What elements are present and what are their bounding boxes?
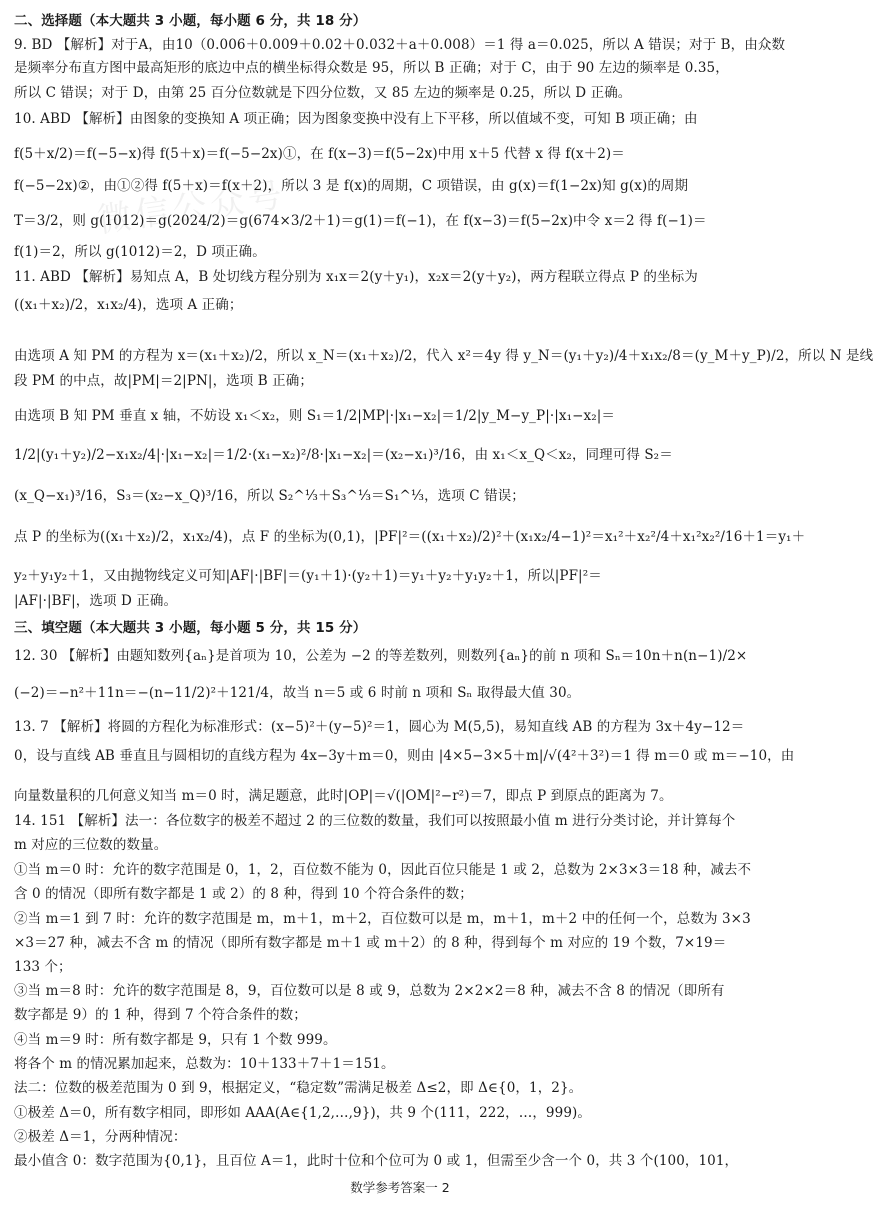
q10-line: T＝3/2，则 g(1012)＝g(2024/2)＝g(674×3/2＋1)＝g(1)＝f(−1)，在 f(x−3)＝f(5−2x)中令 x＝2 得 f(−1)＝ [14,213,707,229]
q14-line: 133 个； [14,959,72,975]
page-footer: 数学参考答案一 2 [350,1180,450,1195]
q11-line: 点 P 的坐标为((x₁＋x₂)/2，x₁x₂/4)，点 F 的坐标为(0,1)，|PF|²＝((x₁＋x₂)/2)²＋(x₁x₂/4−1)²＝x₁²＋x₂²/4＋x₁²x₂²/16＋1＝y₁＋ [14,529,806,545]
q11-line: 由选项 A 知 PM 的方程为 x＝(x₁＋x₂)/2，所以 x_N＝(x₁＋x₂)/2，代入 x²＝4y 得 y_N＝(y₁＋y₂)/4＋x₁x₂/8＝(y_M＋y_P)/2，所以 N 是线 [14,348,873,364]
q11-line: |AF|·|BF|，选项 D 正确。 [14,593,178,609]
q10-line: f(−5−2x)②，由①②得 f(5＋x)＝f(x＋2)，所以 3 是 f(x)的周期，C 项错误，由 g(x)＝f(1−2x)知 g(x)的周期 [14,178,689,194]
q14-line: 数字都是 9）的 1 种，得到 7 个符合条件的数； [14,1007,307,1023]
q14-line: 最小值含 0：数字范围为{0,1}，且百位 A＝1，此时十位和个位可为 0 或 1，但需至少含一个 0，共 3 个(100，101， [14,1153,739,1169]
q14-line: ①极差 Δ＝0，所有数字相同，即形如 AAA(A∈{1,2,…,9})，共 9 个(111，222，…，999)。 [14,1105,591,1121]
q14-line: ②当 m＝1 到 7 时：允许的数字范围是 m，m＋1，m＋2，百位数可以是 m，m＋1，m＋2 中的任何一个，总数为 3×3 [14,911,751,927]
q9-line: 9. BD 【解析】对于A，由10（0.006＋0.009＋0.02＋0.032＋a＋0.008）＝1 得 a＝0.025，所以 A 错误；对于 B，由众数 [14,37,786,53]
q13-line: 向量数量积的几何意义知当 m＝0 时，满足题意，此时|OP|＝√(|OM|²−r²)＝7，即点 P 到原点的距离为 7。 [14,788,673,804]
q9-line: 是频率分布直方图中最高矩形的底边中点的横坐标得众数是 95，所以 B 正确；对于 C，由于 90 左边的频率是 0.35， [14,60,729,76]
q11-line: y₂＋y₁y₂＋1，又由抛物线定义可知|AF|·|BF|＝(y₁＋1)·(y₂＋1)＝y₁＋y₂＋y₁y₂＋1，所以|PF|²＝ [14,568,602,584]
q11-line: ((x₁＋x₂)/2，x₁x₂/4)，选项 A 正确； [14,297,243,313]
q14-line: ①当 m＝0 时：允许的数字范围是 0，1，2，百位数不能为 0，因此百位只能是 1 或 2，总数为 2×3×3＝18 种，减去不 [14,862,752,878]
q12-line: 12. 30 【解析】由题知数列{aₙ}是首项为 10，公差为 −2 的等差数列，则数列{aₙ}的前 n 项和 Sₙ＝10n＋n(n−1)/2× [14,648,748,664]
q13-line: 13. 7 【解析】将圆的方程化为标准形式：(x−5)²＋(y−5)²＝1，圆心为 M(5,5)，易知直线 AB 的方程为 3x＋4y−12＝ [14,719,745,735]
q10-line: f(5＋x/2)＝f(−5−x)得 f(5＋x)＝f(−5−2x)①，在 f(x−3)＝f(5−2x)中用 x＋5 代替 x 得 f(x＋2)＝ [14,146,625,162]
q14-line: ④当 m＝9 时：所有数字都是 9，只有 1 个数 999。 [14,1032,337,1048]
q9-line: 所以 C 错误；对于 D，由第 25 百分位数就是下四分位数，又 85 左边的频率是 0.25，所以 D 正确。 [14,85,632,101]
q11-line: 由选项 B 知 PM 垂直 x 轴，不妨设 x₁＜x₂，则 S₁＝1/2|MP|·|x₁−x₂|＝1/2|y_M−y_P|·|x₁−x₂|＝ [14,408,616,424]
q12-line: (−2)＝−n²＋11n＝−(n−11/2)²＋121/4，故当 n＝5 或 6 时前 n 项和 Sₙ 取得最大值 30。 [14,685,581,701]
q14-line: 法二：位数的极差范围为 0 到 9，根据定义，“稳定数”需满足极差 Δ≤2，即 Δ∈{0，1，2}。 [14,1080,583,1096]
watermark: 微信公众号 [94,174,289,241]
q13-line: 0，设与直线 AB 垂直且与圆相切的直线方程为 4x−3y＋m＝0，则由 |4×5−3×5＋m|/√(4²＋3²)＝1 得 m＝0 或 m＝−10，由 [14,748,795,764]
q14-line: ×3＝27 种，减去不含 m 的情况（即所有数字都是 m＋1 或 m＋2）的 8 种，得到每个 m 对应的 19 个数，7×19＝ [14,935,727,951]
section-heading-choice: 二、选择题（本大题共 3 小题，每小题 6 分，共 18 分） [14,13,367,29]
q14-line: 将各个 m 的情况累加起来，总数为：10＋133＋7＋1＝151。 [14,1056,395,1072]
q14-line: 14. 151 【解析】法一：各位数字的极差不超过 2 的三位数的数量，我们可以按照最小值 m 进行分类讨论，并计算每个 [14,813,736,829]
q10-line: 10. ABD 【解析】由图象的变换知 A 项正确；因为图象变换中没有上下平移，所以值域不变，可知 B 项正确；由 [14,111,698,127]
section-heading-fill: 三、填空题（本大题共 3 小题，每小题 5 分，共 15 分） [14,620,367,636]
q14-line: 含 0 的情况（即所有数字都是 1 或 2）的 8 种，得到 10 个符合条件的数； [14,886,473,902]
q14-line: ③当 m＝8 时：允许的数字范围是 8，9，百位数可以是 8 或 9，总数为 2×2×2＝8 种，减去不含 8 的情况（即所有 [14,983,725,999]
q10-line: f(1)＝2，所以 g(1012)＝2，D 项正确。 [14,244,266,260]
q11-line: 段 PM 的中点，故|PM|＝2|PN|，选项 B 正确； [14,373,313,389]
q11-line: 11. ABD 【解析】易知点 A，B 处切线方程分别为 x₁x＝2(y＋y₁)，x₂x＝2(y＋y₂)，两方程联立得点 P 的坐标为 [14,269,698,285]
q14-line: ②极差 Δ＝1，分两种情况： [14,1129,187,1145]
q11-line: (x_Q−x₁)³/16，S₃＝(x₂−x_Q)³/16，所以 S₂^⅓＋S₃^⅓＝S₁^⅓，选项 C 错误； [14,488,525,504]
q11-line: 1/2|(y₁＋y₂)/2−x₁x₂/4|·|x₁−x₂|＝1/2·(x₁−x₂)²/8·|x₁−x₂|＝(x₂−x₁)³/16，由 x₁＜x_Q＜x₂，同理可得 S₂＝ [14,447,673,463]
q14-line: m 对应的三位数的数量。 [14,837,168,853]
